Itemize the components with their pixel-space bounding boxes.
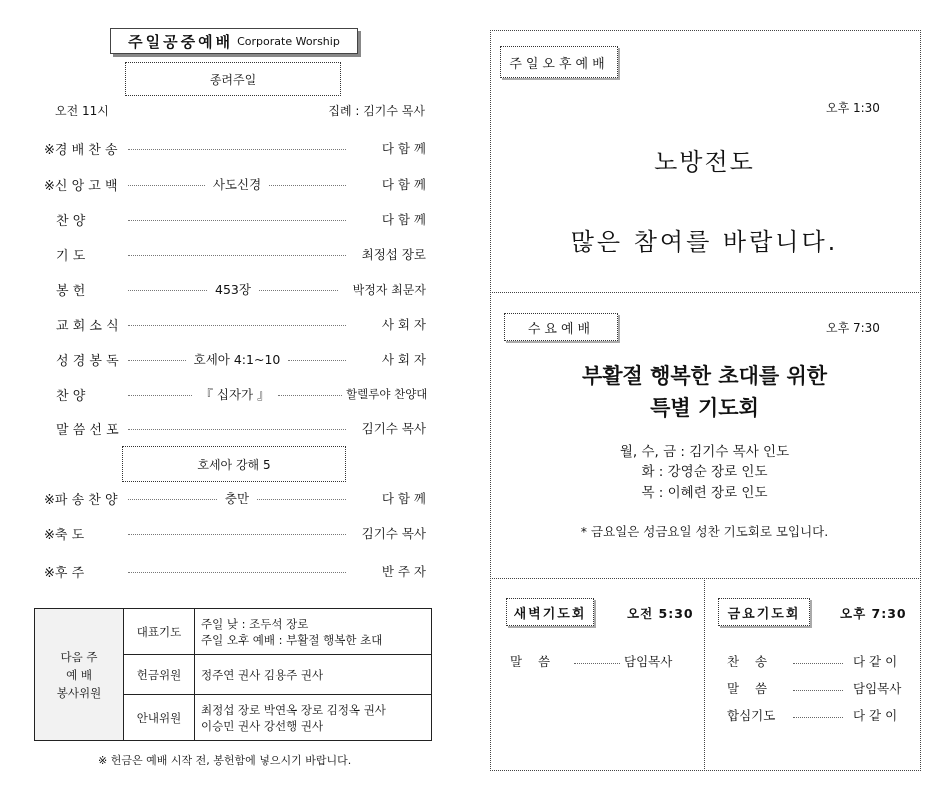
sermon-title: 호세아 강해 5	[197, 457, 271, 472]
leader-dots	[257, 499, 346, 500]
leader-dots	[128, 395, 192, 396]
names-cell	[195, 695, 432, 741]
dawn-row-label: 말 씀	[510, 654, 557, 669]
names-cell	[195, 655, 432, 695]
names-line: 이승민 권사 강선행 권사	[201, 718, 324, 733]
order-label: 교 회 소 식	[56, 318, 119, 334]
leader-dots	[269, 185, 346, 186]
role-cell: 안내위원	[124, 695, 195, 741]
leader-dots	[128, 255, 346, 256]
order-label: 성 경 봉 독	[56, 353, 119, 369]
order-value: 김기수 목사	[361, 421, 426, 436]
order-row	[44, 418, 426, 438]
order-label: ※축 도	[44, 527, 85, 543]
offering-footnote: ※ 헌금은 예배 시작 전, 봉헌함에 넣으시기 바랍니다.	[98, 754, 352, 767]
friday-row-label: 말 씀	[727, 681, 774, 696]
names-line: 주일 오후 예배 : 부활절 행복한 초대	[201, 632, 383, 647]
divider	[490, 292, 919, 293]
order-row	[44, 138, 426, 158]
dawn-row-value: 담임목사	[624, 654, 673, 669]
names-cell	[195, 609, 432, 655]
friday-row	[727, 706, 911, 724]
order-row	[44, 174, 426, 194]
order-value: 할렐루야 찬양대	[346, 387, 428, 401]
order-label: ※후 주	[44, 565, 85, 581]
order-value: 사 회 자	[381, 317, 426, 332]
friday-prayer-label: 금요기도회	[718, 598, 810, 626]
worship-title	[110, 28, 358, 54]
order-label: 찬 양	[56, 213, 86, 229]
order-middle: 『 십자가 』	[200, 387, 270, 402]
afternoon-service-time: 오후 1:30	[826, 101, 880, 115]
order-label: ※파 송 찬 양	[44, 492, 118, 508]
order-value: 사 회 자	[381, 352, 427, 367]
dawn-prayer-label: 새벽기도회	[506, 598, 594, 626]
leader-dots	[128, 572, 346, 573]
sunday-theme-box	[125, 62, 341, 96]
order-middle: 사도신경	[212, 177, 262, 192]
table-row	[35, 609, 432, 655]
volunteers-group-cell	[35, 609, 124, 741]
role-cell: 대표기도	[124, 609, 195, 655]
leader-dots	[793, 690, 843, 691]
order-value: 반 주 자	[381, 564, 426, 579]
leader-dots	[128, 149, 346, 150]
friday-row-label: 합심기도	[727, 708, 776, 723]
order-label: 말 씀 선 포	[56, 422, 119, 438]
wednesday-service-time: 오후 7:30	[826, 321, 880, 335]
leader-dots	[278, 395, 342, 396]
dawn-row	[510, 652, 694, 670]
order-row	[44, 488, 426, 508]
leader-dots	[259, 290, 338, 291]
order-row	[44, 209, 426, 229]
order-row	[44, 279, 426, 299]
order-row	[44, 523, 426, 543]
order-row	[44, 561, 426, 581]
friday-row	[727, 652, 911, 670]
leader-dots	[128, 185, 205, 186]
names-line: 정주연 권사 김용주 권사	[201, 667, 324, 682]
volunteers-table	[34, 608, 432, 741]
friday-row-value: 다 같 이	[853, 708, 898, 723]
wednesday-service-label: 수요예배	[504, 313, 618, 341]
divider	[704, 578, 705, 769]
role-cell: 헌금위원	[124, 655, 195, 695]
wednesday-leader-1: 월, 수, 금 : 김기수 목사 인도	[619, 444, 790, 460]
service-time: 오전 11시	[55, 103, 109, 118]
order-value: 최정섭 장로	[361, 247, 426, 262]
order-value: 김기수 목사	[361, 526, 426, 541]
friday-row	[727, 679, 911, 697]
wednesday-headline-2: 특별 기도회	[650, 396, 759, 420]
leader-dots	[793, 663, 843, 664]
friday-row-value: 담임목사	[853, 681, 902, 696]
leader-dots	[128, 220, 346, 221]
order-row	[44, 314, 426, 334]
leader-dots	[128, 499, 217, 500]
afternoon-line-1: 노방전도	[654, 148, 755, 176]
order-label: ※신 앙 고 백	[44, 178, 118, 194]
order-label: 찬 양	[56, 388, 86, 404]
sunday-theme: 종려주일	[209, 72, 257, 87]
order-middle: 453장	[215, 282, 251, 297]
leader-dots	[128, 534, 346, 535]
friday-row-label: 찬 송	[727, 654, 774, 669]
order-value: 다 함 께	[381, 141, 426, 156]
group-line: 예 배	[66, 667, 92, 682]
names-line: 최정섭 장로 박연옥 장로 김정옥 권사	[201, 702, 386, 717]
order-label: 봉 헌	[56, 283, 86, 299]
service-header-row	[55, 100, 425, 120]
friday-row-value: 다 같 이	[853, 654, 898, 669]
sermon-title-box	[122, 446, 346, 482]
wednesday-headline-1: 부활절 행복한 초대를 위한	[581, 364, 828, 388]
wednesday-leader-2: 화 : 강영순 장로 인도	[641, 464, 768, 480]
wednesday-note: * 금요일은 성금요일 성찬 기도회로 모입니다.	[580, 524, 829, 539]
presider: 집례 : 김기수 목사	[328, 103, 425, 118]
order-row	[44, 384, 426, 404]
friday-prayer-time: 오후 7:30	[840, 606, 907, 621]
leader-dots	[128, 360, 186, 361]
dawn-prayer-time: 오전 5:30	[627, 606, 694, 621]
order-label: 기 도	[56, 248, 86, 264]
order-value: 다 함 께	[381, 212, 426, 227]
leader-dots	[793, 717, 843, 718]
order-value: 다 함 께	[381, 491, 426, 506]
wednesday-leader-3: 목 : 이혜련 장로 인도	[641, 485, 768, 501]
afternoon-service-label: 주일오후예배	[500, 46, 618, 78]
order-middle: 호세아 4:1~10	[193, 352, 281, 367]
order-row	[44, 244, 426, 264]
worship-title-korean: 주일공중예배	[128, 32, 234, 51]
afternoon-line-2: 많은 참여를 바랍니다.	[570, 228, 839, 256]
leader-dots	[288, 360, 346, 361]
order-middle: 충만	[224, 491, 250, 506]
worship-title-english: Corporate Worship	[237, 34, 340, 48]
leader-dots	[128, 429, 346, 430]
order-value: 박정자 최문자	[352, 282, 426, 297]
leader-dots	[574, 663, 620, 664]
group-line: 다음 주	[60, 649, 98, 664]
order-value: 다 함 께	[381, 177, 426, 192]
group-line: 봉사위원	[56, 685, 102, 700]
names-line: 주일 낮 : 조두석 장로	[201, 616, 309, 631]
order-row	[44, 349, 426, 369]
leader-dots	[128, 290, 207, 291]
order-label: ※경 배 찬 송	[44, 142, 118, 158]
leader-dots	[128, 325, 346, 326]
